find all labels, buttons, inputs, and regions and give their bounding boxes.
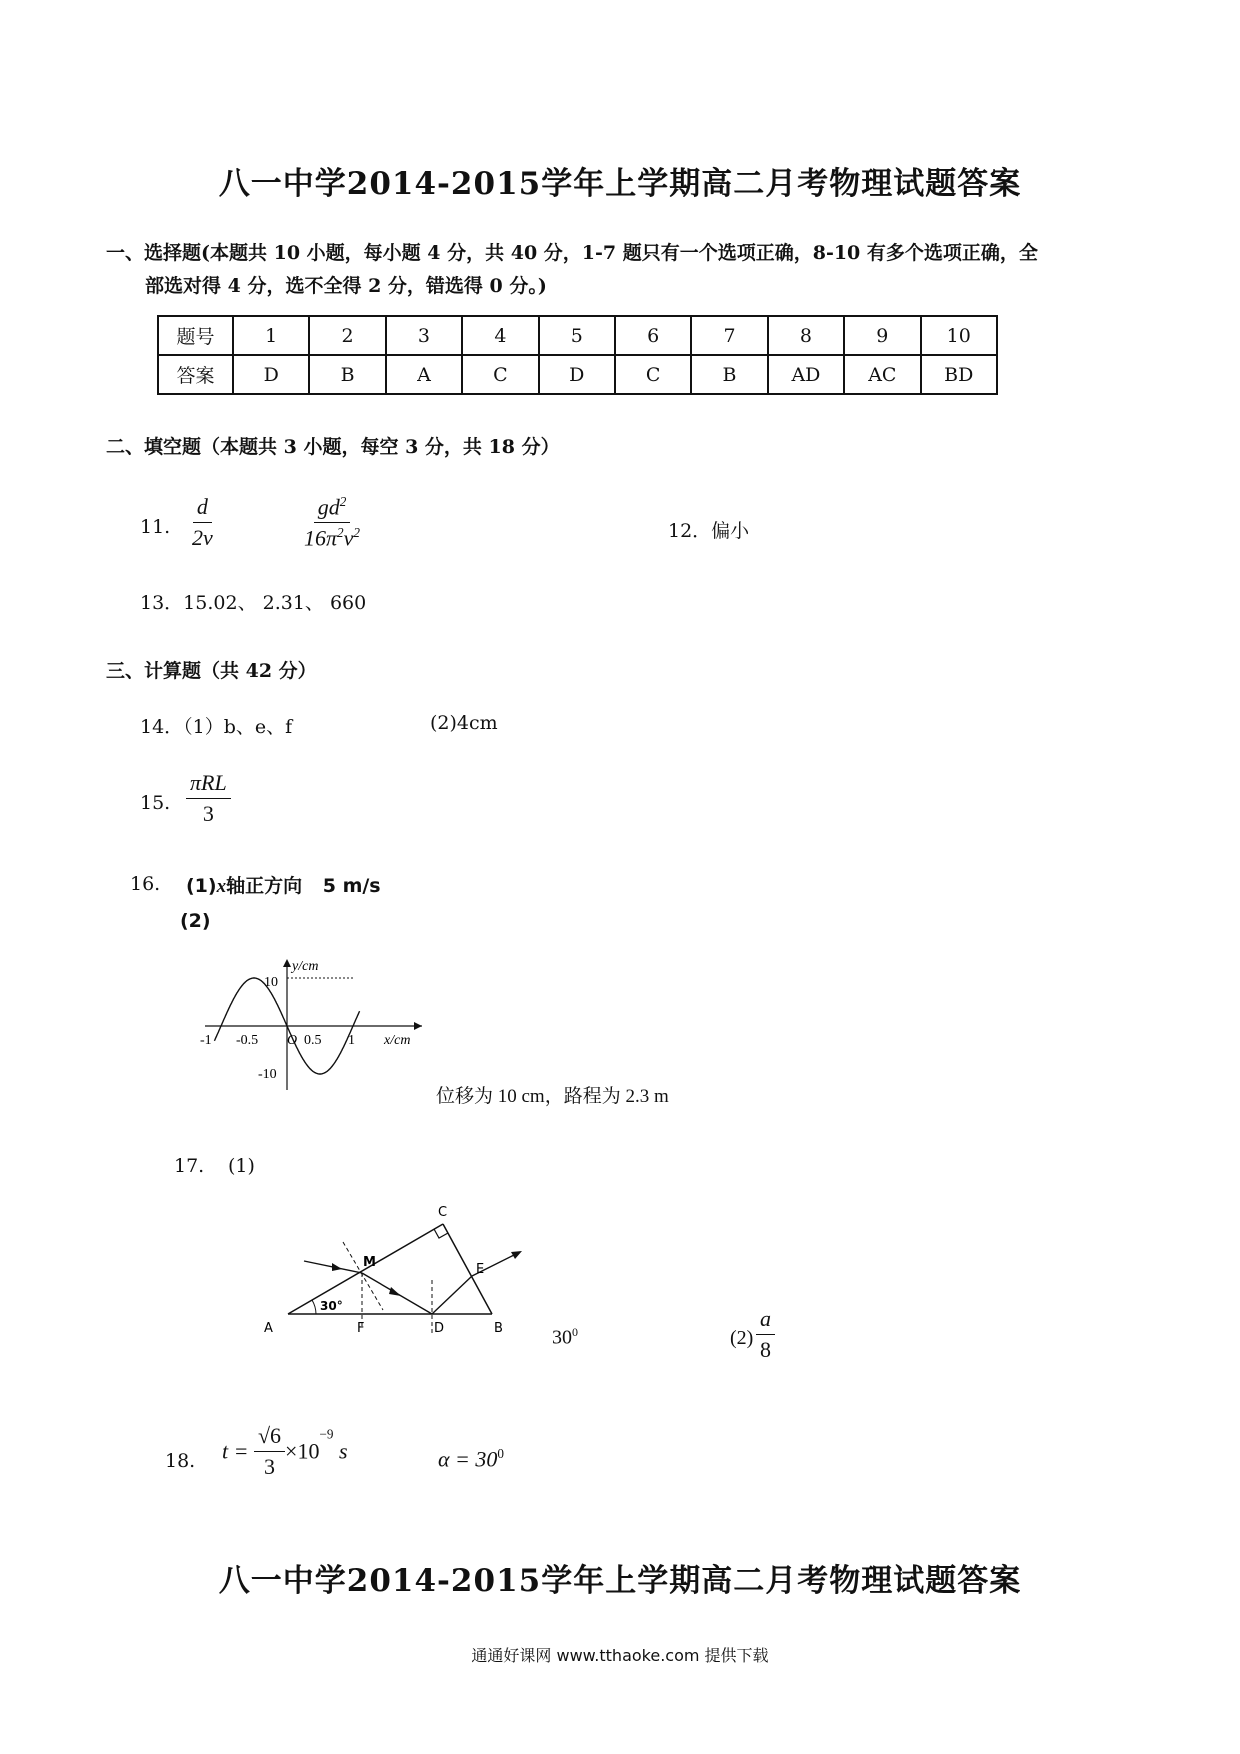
q17-part2: (2) — [730, 1327, 754, 1349]
fraction-denominator: v — [343, 525, 354, 551]
table-cell: A — [386, 355, 462, 394]
table-cell: 5 — [539, 316, 615, 355]
reflected-ray — [432, 1276, 472, 1314]
x-tick-0.5: 0.5 — [304, 1033, 322, 1048]
q16-part2: (2) — [180, 910, 211, 932]
footer-source: 通通好课网 www.tthaoke.com 提供下载 — [471, 1646, 769, 1665]
label-E: E — [476, 1262, 485, 1277]
exponent: 2 — [339, 494, 347, 509]
fraction-denominator: 3 — [264, 1454, 275, 1479]
direction-text: 轴正方向 — [226, 875, 303, 897]
q12-answer: 12．偏小 — [668, 520, 750, 542]
q11-fraction-1 — [188, 494, 217, 551]
q18-label: 18. — [165, 1450, 196, 1472]
q13-answer: 13．15.02、 2.31、 660 — [140, 592, 367, 614]
q11-label: 11. — [140, 516, 171, 538]
x-axis-arrow — [414, 1022, 422, 1030]
fraction-numerator: d — [193, 494, 212, 523]
table-cell: 10 — [921, 316, 997, 355]
fraction-numerator: √6 — [254, 1423, 285, 1452]
answer-table — [157, 315, 998, 395]
fraction-numerator: a — [756, 1306, 775, 1335]
ray-arrow — [332, 1263, 342, 1271]
q14-part1: 14．（1）b、e、f — [140, 716, 293, 738]
q14-part2: (2)4cm — [430, 712, 498, 734]
fraction-denominator: 8 — [760, 1337, 771, 1362]
exponent: 2 — [353, 525, 360, 541]
q16-result: 位移为 10 cm，路程为 2.3 m — [436, 1086, 669, 1107]
q17-answer-1 — [552, 1325, 578, 1350]
table-row-label: 题号 — [158, 316, 233, 355]
q16-label: 16. — [130, 873, 161, 895]
q16-part1 — [186, 871, 381, 898]
normal-at-M — [343, 1242, 383, 1310]
table-cell: 7 — [691, 316, 767, 355]
q16-wave-graph — [200, 955, 430, 1095]
y-tick-neg10: -10 — [258, 1067, 277, 1082]
table-cell: 9 — [844, 316, 920, 355]
x-axis-label: x/cm — [384, 1033, 411, 1048]
q17-part1: (1) — [228, 1155, 255, 1177]
fraction-denominator: 3 — [202, 801, 214, 826]
label-F: F — [357, 1321, 365, 1336]
table-cell: 1 — [233, 316, 309, 355]
x-tick-neg1: -1 — [200, 1033, 212, 1048]
degree-sup: 0 — [572, 1325, 578, 1339]
degree-sup: 0 — [497, 1446, 504, 1461]
fraction-denominator: 2v — [192, 525, 213, 550]
table-cell: B — [309, 355, 385, 394]
x-tick-1: 1 — [348, 1033, 355, 1048]
table-row-answers — [158, 355, 997, 394]
exponent: −9 — [319, 1426, 334, 1442]
label-C: C — [438, 1205, 448, 1220]
section-1-heading-line2: 部选对得 4 分，选不全得 2 分，错选得 0 分。) — [145, 275, 547, 297]
wave-curve-left — [214, 978, 320, 1077]
table-cell: 4 — [462, 316, 538, 355]
angle-arc — [312, 1300, 316, 1314]
label-D: D — [434, 1321, 445, 1336]
table-cell: D — [233, 355, 309, 394]
ray-arrow — [389, 1287, 401, 1296]
page-title-repeat: 八一中学2014-2015学年上学期高二月考物理试题答案 — [218, 1563, 1022, 1599]
y-tick-10: 10 — [264, 975, 278, 990]
fraction-numerator: gd — [317, 494, 340, 520]
table-cell: 2 — [309, 316, 385, 355]
table-cell: D — [539, 355, 615, 394]
q17-prism-figure — [258, 1200, 538, 1340]
y-axis-label: y/cm — [292, 959, 319, 974]
q11-fraction-2 — [300, 494, 364, 552]
speed-value: 5 m/s — [322, 875, 381, 897]
q17-fraction — [756, 1306, 775, 1363]
section-3-heading: 三、计算题（共 42 分） — [106, 660, 317, 682]
table-cell: C — [462, 355, 538, 394]
label-A: A — [264, 1321, 273, 1336]
section-2-heading: 二、填空题（本题共 3 小题，每空 3 分，共 18 分） — [106, 436, 560, 458]
q15-label: 15. — [140, 792, 171, 814]
part-label: (1) — [186, 875, 217, 897]
table-cell: 8 — [768, 316, 844, 355]
table-row-numbers — [158, 316, 997, 355]
exponent: 2 — [337, 525, 344, 541]
unit: s — [339, 1438, 348, 1464]
label-angle: 30° — [320, 1299, 343, 1313]
table-row-label: 答案 — [158, 355, 233, 394]
section-1-heading-line1: 一、选择题(本题共 10 小题，每小题 4 分，共 40 分，1-7 题只有一个选项正确，8-10 有多个选项正确，全 — [106, 242, 1038, 264]
q15-fraction — [186, 770, 231, 827]
t-equals: t = — [222, 1438, 249, 1464]
fraction-denominator: 16π — [304, 525, 338, 551]
y-axis-arrow — [283, 959, 291, 967]
table-cell: C — [615, 355, 691, 394]
table-cell: 3 — [386, 316, 462, 355]
q18-formula-t — [222, 1423, 348, 1480]
q18-formula-alpha — [438, 1446, 504, 1472]
table-cell: AC — [844, 355, 920, 394]
table-cell: 6 — [615, 316, 691, 355]
table-cell: AD — [768, 355, 844, 394]
page-title: 八一中学2014-2015学年上学期高二月考物理试题答案 — [218, 166, 1022, 202]
label-M: M — [363, 1255, 376, 1270]
table-cell: B — [691, 355, 767, 394]
times-ten: ×10 — [285, 1438, 320, 1464]
alpha-equals: α = 30 — [438, 1446, 498, 1472]
fraction-numerator: πRL — [186, 770, 231, 799]
variable: x — [216, 876, 227, 897]
origin-label: O — [287, 1033, 298, 1048]
x-tick-neg0.5: -0.5 — [236, 1033, 259, 1048]
angle-value: 30 — [552, 1326, 572, 1349]
label-B: B — [494, 1321, 503, 1336]
q17-label: 17. — [174, 1155, 205, 1177]
table-cell: BD — [921, 355, 997, 394]
